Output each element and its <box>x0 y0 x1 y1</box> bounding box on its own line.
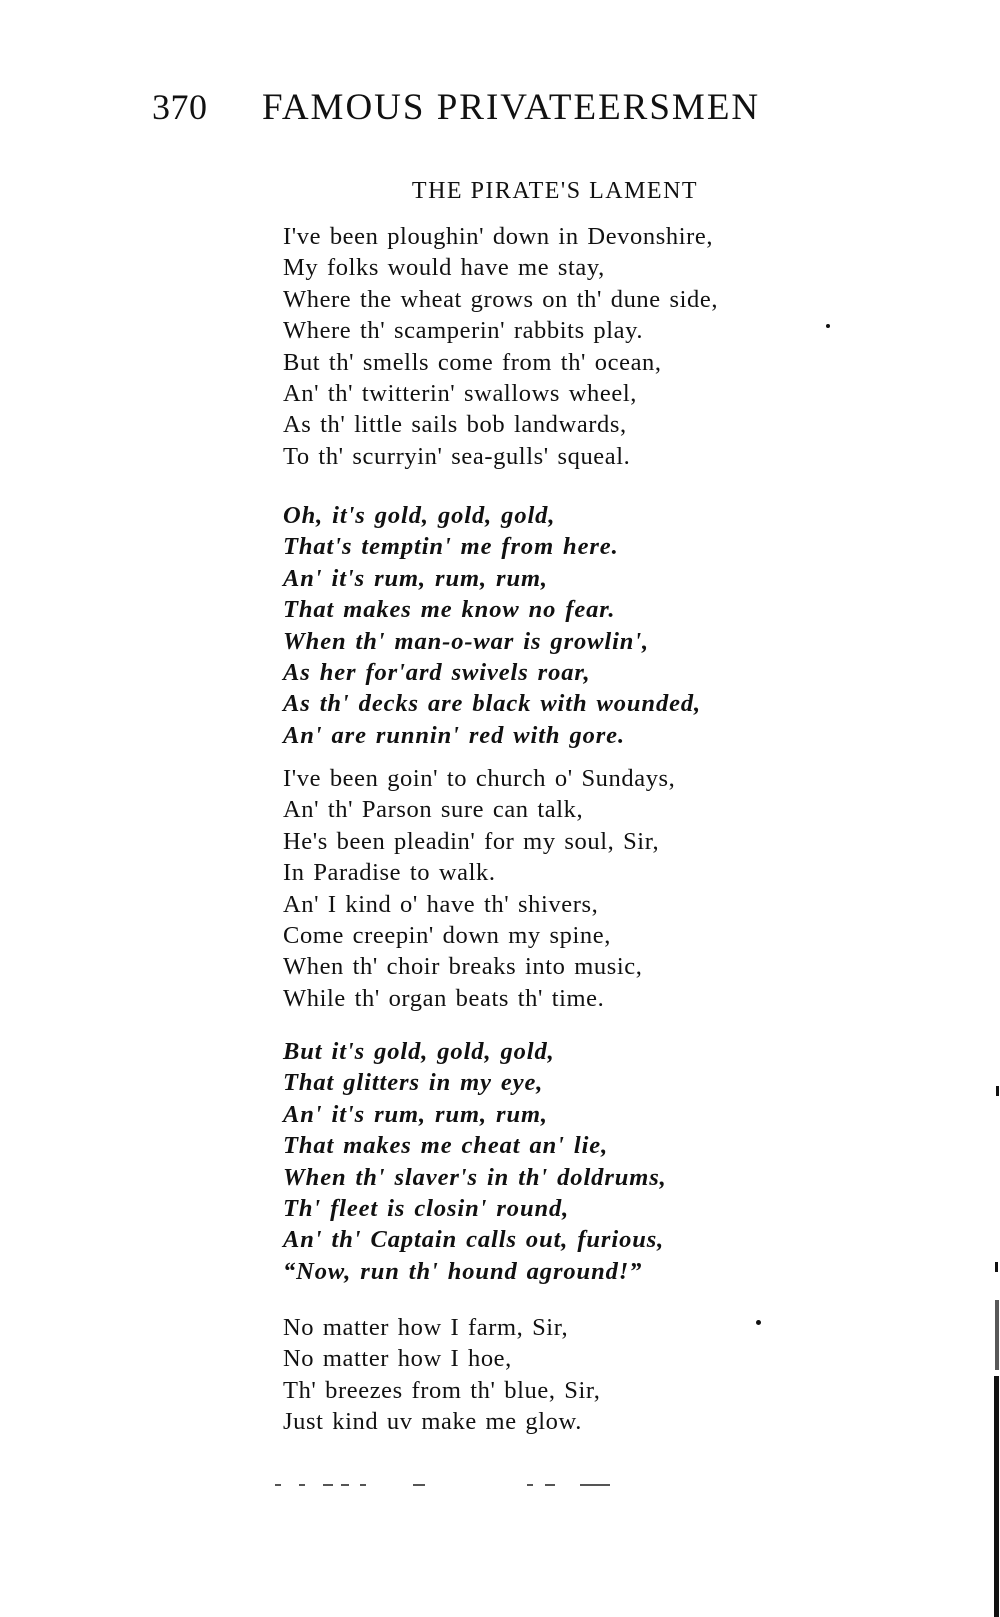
poem-line: But it's gold, gold, gold, <box>283 1038 555 1065</box>
poem-line: An' it's rum, rum, rum, <box>283 564 548 592</box>
page-edge-mark <box>995 1300 999 1370</box>
stanza-2-refrain <box>283 500 701 751</box>
poem-line: “Now, run th' hound aground!” <box>283 1257 643 1285</box>
poem-line: An' I kind o' have th' shivers, <box>283 890 599 918</box>
poem-line: I've been goin' to church o' Sundays, <box>283 765 676 792</box>
poem-line: Come creepin' down my spine, <box>283 922 611 950</box>
stanza-1 <box>283 221 718 472</box>
poem-line: That makes me cheat an' lie, <box>283 1132 609 1160</box>
poem-line: As her for'ard swivels roar, <box>283 659 591 687</box>
poem-line: Th' fleet is closin' round, <box>283 1195 570 1223</box>
stanza-5 <box>283 1312 600 1438</box>
page-number: 370 <box>152 87 208 127</box>
poem-line: But th' smells come from th' ocean, <box>283 348 662 376</box>
poem-line: When th' choir breaks into music, <box>283 953 643 981</box>
poem-line: My folks would have me stay, <box>283 254 605 282</box>
scan-speck <box>826 324 830 328</box>
running-head: FAMOUS PRIVATEERSMEN <box>262 87 761 128</box>
poem-line: To th' scurryin' sea-gulls' squeal. <box>283 442 631 470</box>
poem-line: As th' little sails bob landwards, <box>283 411 627 439</box>
page-edge-mark <box>994 1376 999 1617</box>
poem-line: When th' man-o-war is growlin', <box>283 627 650 655</box>
poem-line: While th' organ beats th' time. <box>283 984 605 1012</box>
page-edge-mark <box>996 1086 999 1096</box>
poem-line: He's been pleadin' for my soul, Sir, <box>283 827 660 855</box>
poem-line: As th' decks are black with wounded, <box>283 690 702 718</box>
poem-line: Th' breezes from th' blue, Sir, <box>283 1376 601 1404</box>
poem-line: I've been ploughin' down in Devonshire, <box>283 223 714 250</box>
poem-line: Where th' scamperin' rabbits play. <box>283 317 644 345</box>
poem-line: An' th' Captain calls out, furious, <box>283 1226 665 1254</box>
poem-line: An' it's rum, rum, rum, <box>283 1100 548 1128</box>
poem-line: Where the wheat grows on th' dune side, <box>283 285 719 313</box>
poem-line: That's temptin' me from here. <box>283 533 619 561</box>
poem-line: No matter how I farm, Sir, <box>283 1314 569 1341</box>
scan-speck <box>756 1320 761 1325</box>
poem-line: No matter how I hoe, <box>283 1345 512 1373</box>
footer-scan-marks <box>275 1484 615 1487</box>
stanza-3 <box>283 763 675 1014</box>
poem-line: That makes me know no fear. <box>283 596 616 624</box>
page-edge-mark <box>995 1262 998 1272</box>
poem-line: An' th' twitterin' swallows wheel, <box>283 380 637 408</box>
poem-line: Oh, it's gold, gold, gold, <box>283 502 556 529</box>
stanza-4-refrain <box>283 1036 667 1287</box>
poem-line: An' are runnin' red with gore. <box>283 721 625 749</box>
poem-title: THE PIRATE'S LAMENT <box>411 178 699 204</box>
poem-line: That glitters in my eye, <box>283 1069 544 1097</box>
poem-line: Just kind uv make me glow. <box>283 1408 582 1436</box>
poem-line: An' th' Parson sure can talk, <box>283 796 584 824</box>
poem-line: In Paradise to walk. <box>283 859 496 887</box>
poem-line: When th' slaver's in th' doldrums, <box>283 1163 667 1191</box>
